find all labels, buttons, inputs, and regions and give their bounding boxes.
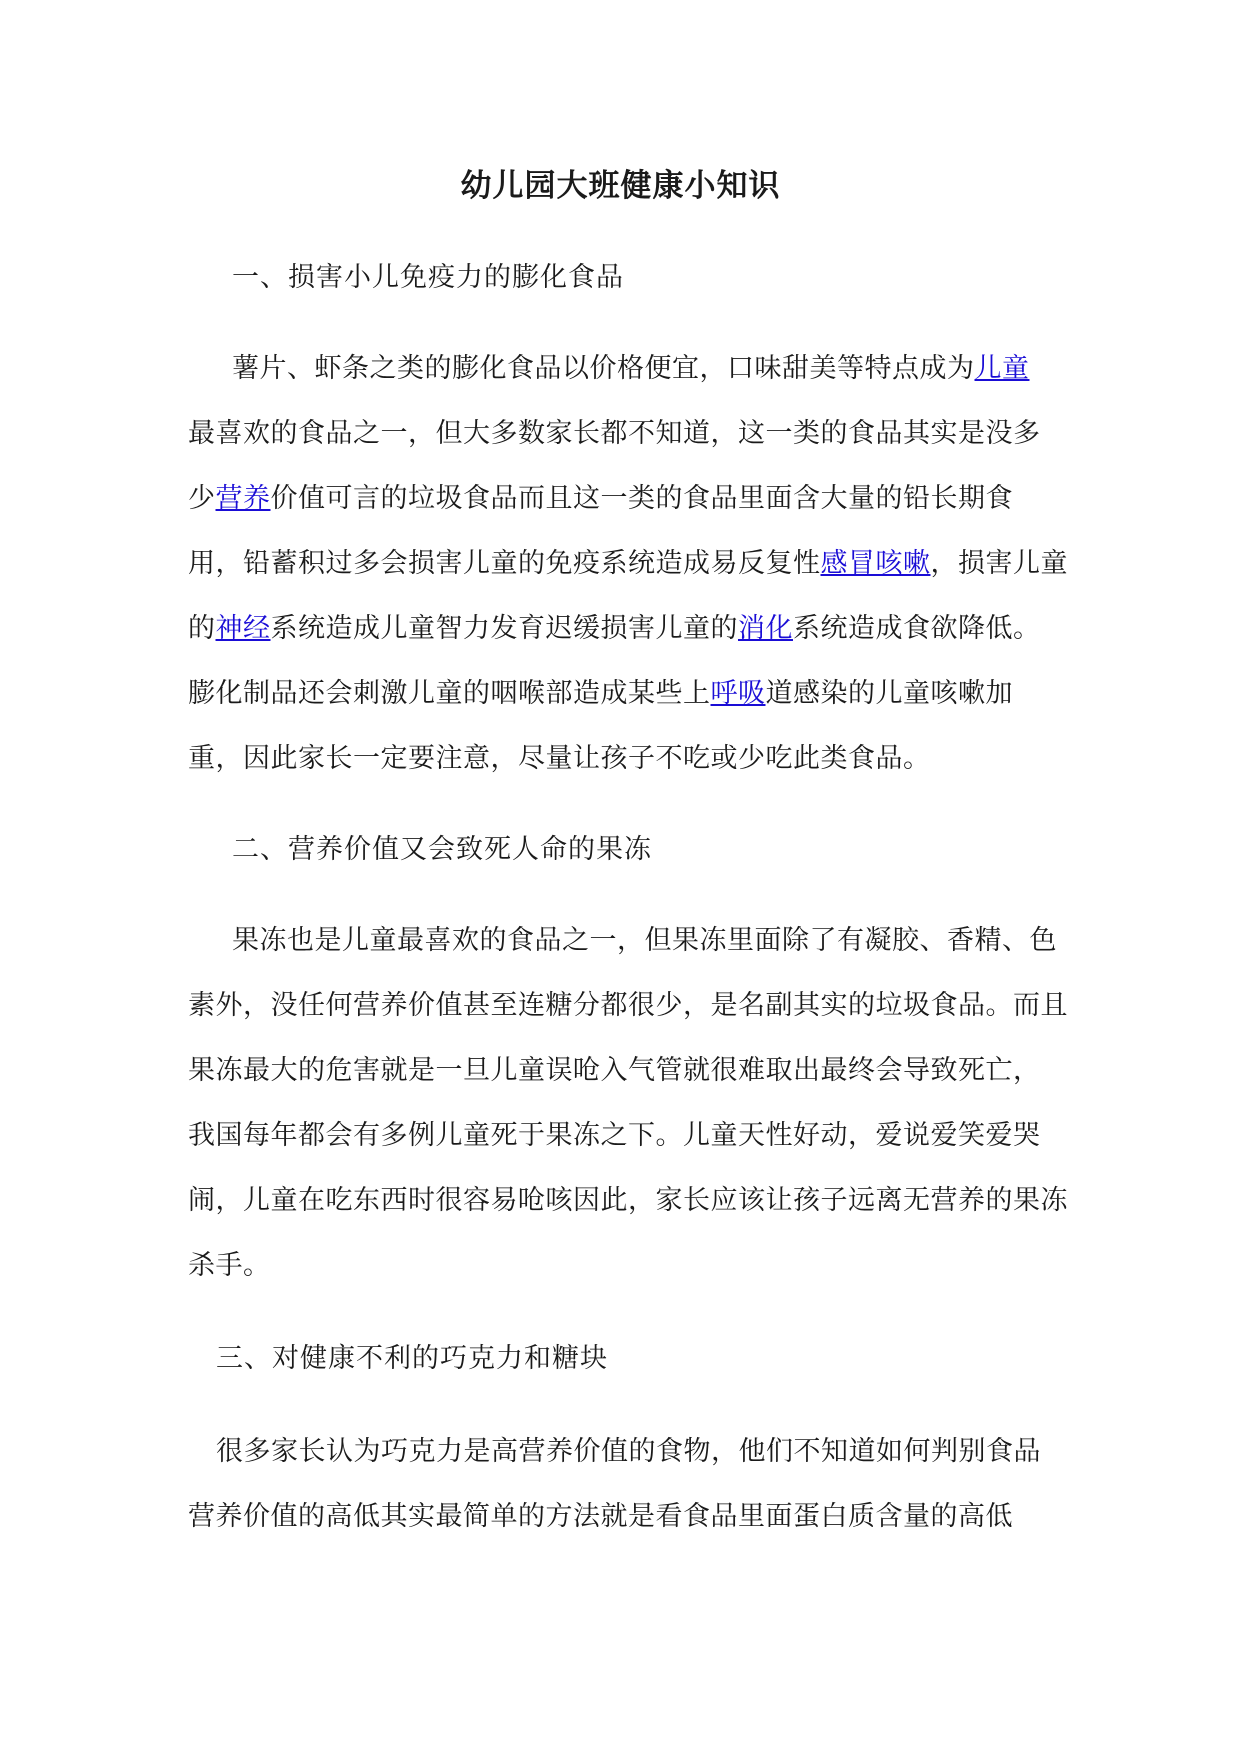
link-呼吸[interactable]: 呼吸: [710, 678, 766, 709]
paragraph-line: 闹，儿童在吃东西时很容易呛咳因此，家长应该让孩子远离无营养的果冻: [188, 1185, 1068, 1216]
link-感冒咳嗽[interactable]: 感冒咳嗽: [820, 548, 931, 579]
paragraph-line: 果冻也是儿童最喜欢的食品之一，但果冻里面除了有凝胶、香精、色: [232, 925, 1057, 956]
section-heading-3: 三、对健康不利的巧克力和糖块: [216, 1343, 608, 1374]
link-儿童[interactable]: 儿童: [974, 353, 1030, 384]
paragraph-line: 的神经系统造成儿童智力发育迟缓损害儿童的消化系统造成食欲降低。: [188, 613, 1041, 644]
paragraph-line: 果冻最大的危害就是一旦儿童误呛入气管就很难取出最终会导致死亡，: [188, 1055, 1041, 1086]
paragraph-line: 最喜欢的食品之一，但大多数家长都不知道，这一类的食品其实是没多: [188, 418, 1041, 449]
paragraph-line: 素外，没任何营养价值甚至连糖分都很少，是名副其实的垃圾食品。而且: [188, 990, 1068, 1021]
paragraph-line: 很多家长认为巧克力是高营养价值的食物，他们不知道如何判别食品: [216, 1436, 1041, 1467]
paragraph-line: 薯片、虾条之类的膨化食品以价格便宜，口味甜美等特点成为儿童: [232, 353, 1030, 384]
paragraph-line: 用，铅蓄积过多会损害儿童的免疫系统造成易反复性感冒咳嗽，损害儿童: [188, 548, 1068, 579]
section-heading-1: 一、损害小儿免疫力的膨化食品: [232, 262, 624, 293]
paragraph-line: 重，因此家长一定要注意，尽量让孩子不吃或少吃此类食品。: [188, 743, 931, 774]
paragraph-line: 膨化制品还会刺激儿童的咽喉部造成某些上呼吸道感染的儿童咳嗽加: [188, 678, 1013, 709]
paragraph-line: 少营养价值可言的垃圾食品而且这一类的食品里面含大量的铅长期食: [188, 483, 1013, 514]
link-神经[interactable]: 神经: [215, 613, 271, 644]
link-营养[interactable]: 营养: [215, 483, 271, 514]
paragraph-line: 杀手。: [188, 1250, 271, 1281]
section-heading-2: 二、营养价值又会致死人命的果冻: [232, 834, 652, 865]
paragraph-line: 我国每年都会有多例儿童死于果冻之下。儿童天性好动，爱说爱笑爱哭: [188, 1120, 1041, 1151]
document-title: 幼儿园大班健康小知识: [460, 168, 781, 204]
paragraph-line: 营养价值的高低其实最简单的方法就是看食品里面蛋白质含量的高低: [188, 1501, 1013, 1532]
link-消化[interactable]: 消化: [738, 613, 793, 644]
